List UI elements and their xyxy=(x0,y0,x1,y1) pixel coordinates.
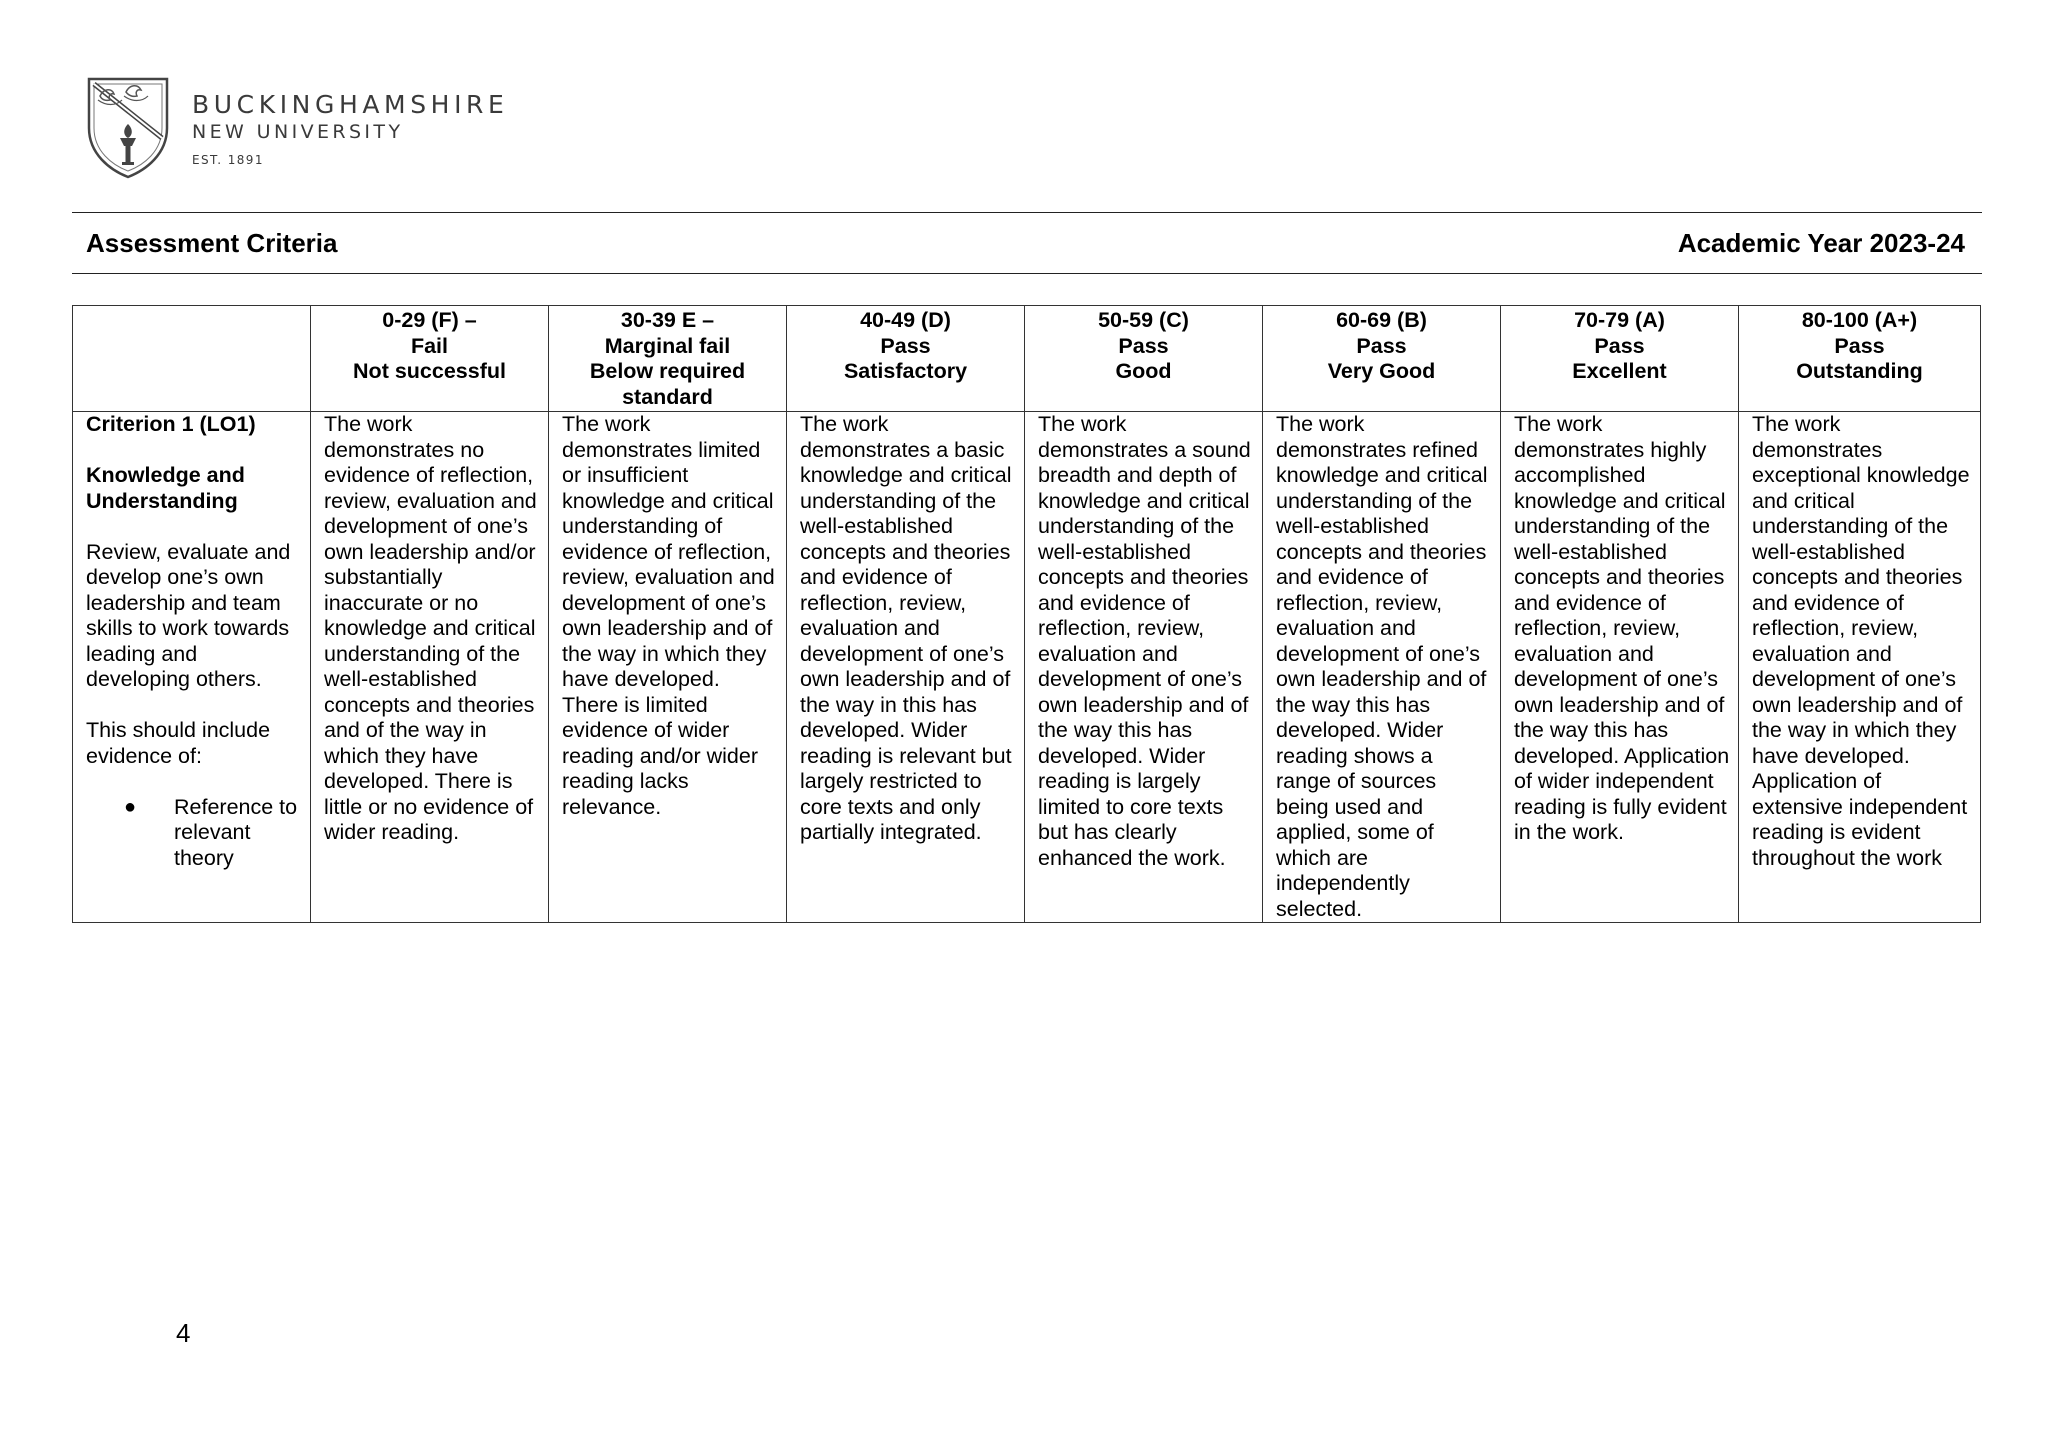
grade-range: 40-49 (D) xyxy=(860,308,951,332)
grade-descriptor: Below required standard xyxy=(589,359,746,409)
grade-result: Pass xyxy=(1356,333,1407,358)
grade-result: Pass xyxy=(1118,333,1169,358)
grade-result: Marginal fail xyxy=(604,333,731,358)
header-cell-grade xyxy=(787,306,1025,412)
grade-result: Pass xyxy=(880,333,931,358)
grade-descriptor-cell: The work demonstrates exceptional knowledge and critical understanding of the well-established concepts and theories and evidence of reflection, review, evaluation and development of one’s own leadership and of the way in which they have developed. Application of extensive independent reading is evident throughout the work xyxy=(1739,412,1981,923)
grade-descriptor: Satisfactory xyxy=(843,359,968,383)
grade-descriptor-cell: The work demonstrates a basic knowledge and critical understanding of the well-established concepts and theories and evidence of reflection, review, evaluation and development of one’s own leadership and of the way in this has developed. Wider reading is relevant but largely restricted to core texts and only partially integrated. xyxy=(787,412,1025,923)
grade-range: 0-29 (F) – xyxy=(382,308,477,332)
criterion-bullet xyxy=(86,795,302,872)
bullet-icon: ● xyxy=(123,795,137,818)
header-cell-grade xyxy=(1025,306,1263,412)
logo-university-subtitle: NEW UNIVERSITY xyxy=(192,121,404,143)
page-title: Assessment Criteria xyxy=(86,228,338,258)
header-cell-grade xyxy=(549,306,787,412)
logo-university-name: BUCKINGHAMSHIRE xyxy=(192,90,509,119)
header-cell-grade xyxy=(1501,306,1739,412)
header-cell-grade xyxy=(311,306,549,412)
header-cell-grade xyxy=(1739,306,1981,412)
grade-descriptor: Outstanding xyxy=(1796,359,1923,383)
criterion-title: Knowledge and Understanding xyxy=(86,463,245,513)
table-row xyxy=(73,412,1981,923)
grade-range: 50-59 (C) xyxy=(1098,308,1189,332)
university-logo xyxy=(86,76,509,186)
grade-result: Pass xyxy=(1594,333,1645,358)
criterion-include-intro: This should include evidence of: xyxy=(86,718,271,768)
grade-descriptor-cell: The work demonstrates no evidence of reflection, review, evaluation and development of one’s own leadership and/or substantially inaccurate or no knowledge and critical understanding of the well-established concepts and theories and of the way in which they have developed. There is little or no evidence of wider reading. xyxy=(311,412,549,923)
grade-descriptor-cell: The work demonstrates a sound breadth and depth of knowledge and critical understanding of the well-established concepts and theories and evidence of reflection, review, evaluation and development of one’s own leadership and of the way this has developed. Wider reading is largely limited to core texts but has clearly enhanced the work. xyxy=(1025,412,1263,923)
grade-descriptor-cell: The work demonstrates highly accomplished knowledge and critical understanding of the well-established concepts and theories and evidence of reflection, review, evaluation and development of one’s own leadership and of the way this has developed. Application of wider independent reading is fully evident in the work. xyxy=(1501,412,1739,923)
header-cell-empty xyxy=(73,306,311,412)
header-bottom-rule xyxy=(72,273,1982,274)
logo-wordmark xyxy=(192,90,508,168)
header-top-rule xyxy=(72,212,1982,213)
logo-established: EST. 1891 xyxy=(192,153,264,167)
grade-descriptor-cell: The work demonstrates refined knowledge and critical understanding of the well-established concepts and theories and evidence of reflection, review, evaluation and development of one’s own leadership and of the way this has developed. Wider reading shows a range of sources being used and applied, some of which are independently selected. xyxy=(1263,412,1501,923)
grade-result: Pass xyxy=(1834,333,1885,358)
grade-descriptor: Very Good xyxy=(1327,359,1436,383)
academic-year: Academic Year 2023-24 xyxy=(1677,228,1965,258)
criterion-cell xyxy=(73,412,311,923)
page-number: 4 xyxy=(176,1318,191,1348)
grade-descriptor: Excellent xyxy=(1572,359,1667,383)
criterion-id: Criterion 1 (LO1) xyxy=(86,412,256,436)
header-cell-grade xyxy=(1263,306,1501,412)
grade-range: 30-39 E – xyxy=(620,308,715,332)
grade-descriptor: Good xyxy=(1115,359,1172,383)
grade-range: 80-100 (A+) xyxy=(1801,308,1918,332)
university-crest-icon xyxy=(86,76,170,180)
grade-descriptor-cell: The work demonstrates limited or insufficient knowledge and critical understanding of evidence of reflection, review, evaluation and development of one’s own leadership and of the way in which they have developed. There is limited evidence of wider reading and/or wider reading lacks relevance. xyxy=(549,412,787,923)
grade-range: 60-69 (B) xyxy=(1336,308,1427,332)
grade-result: Fail xyxy=(410,333,449,358)
criterion-bullet-text: Reference to relevant theory xyxy=(174,794,298,870)
criterion-description: Review, evaluate and develop one’s own leadership and team skills to work towards leading and developing others. xyxy=(86,539,291,691)
grade-descriptor: Not successful xyxy=(353,359,506,383)
grade-range: 70-79 (A) xyxy=(1574,308,1665,332)
assessment-criteria-table xyxy=(72,305,1981,923)
table-header-row xyxy=(73,306,1981,412)
